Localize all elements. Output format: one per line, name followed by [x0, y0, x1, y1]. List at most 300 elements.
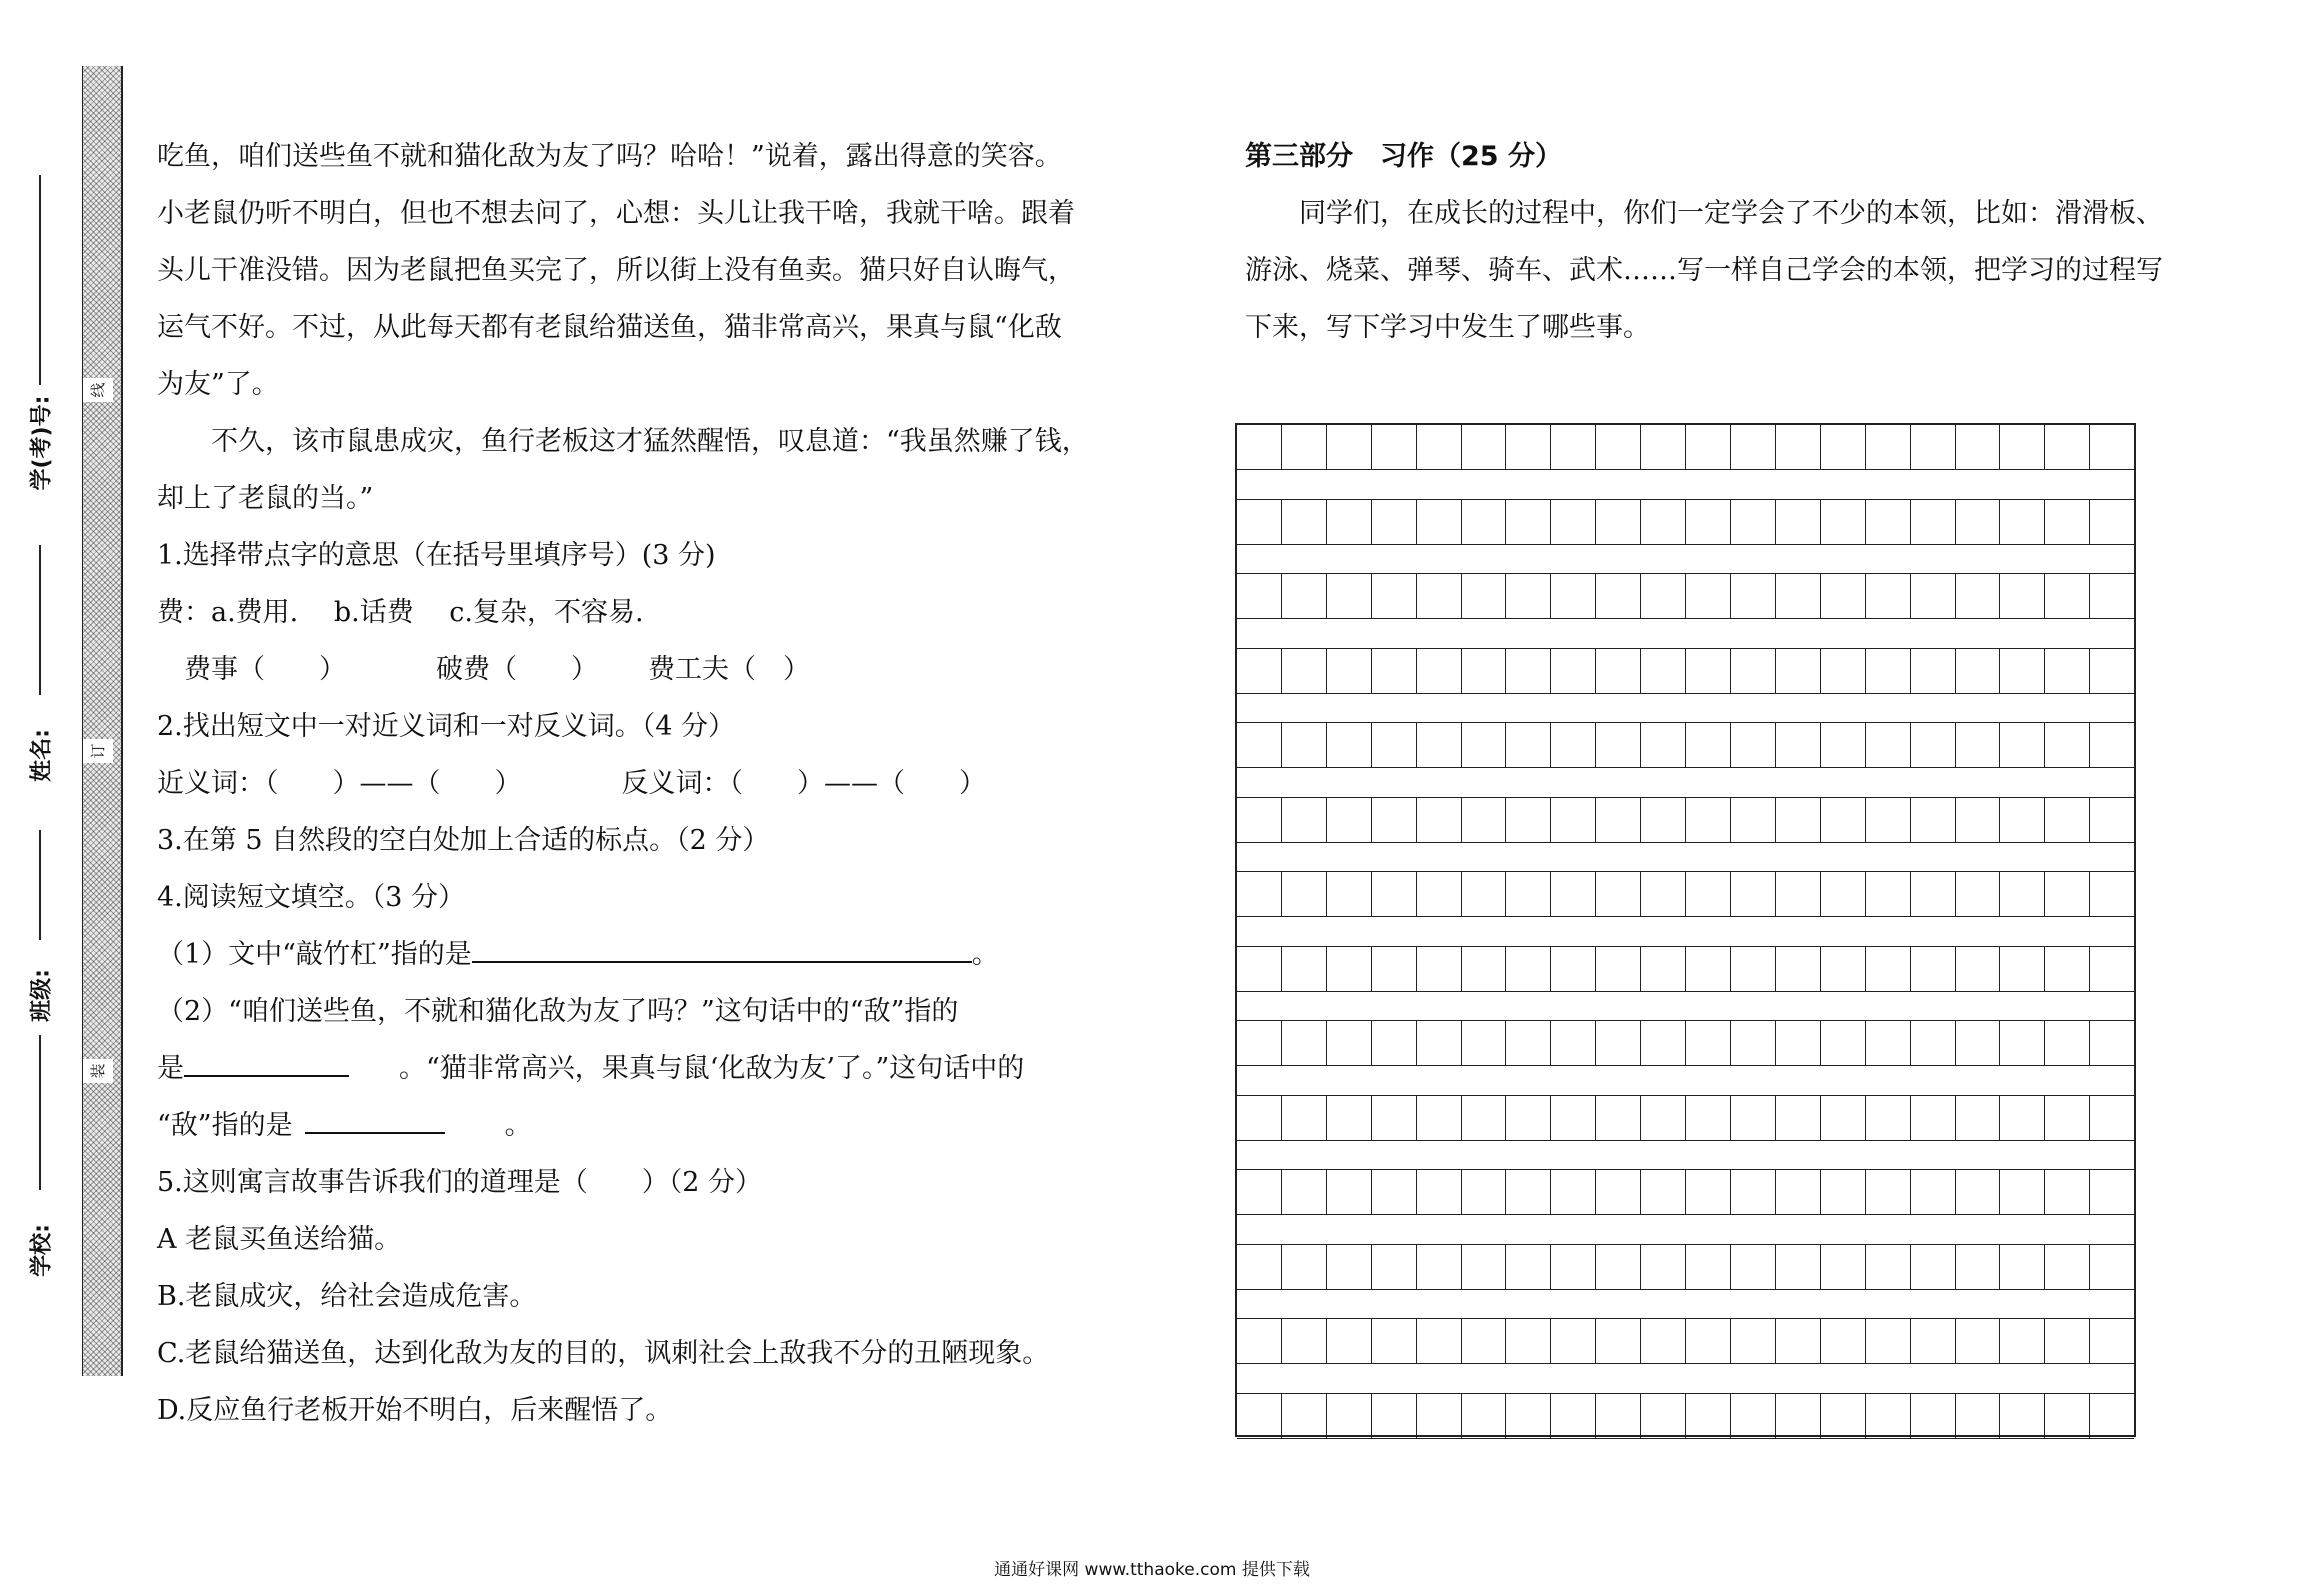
- grid-cell[interactable]: [1372, 499, 1417, 545]
- grid-cell[interactable]: [1282, 797, 1327, 843]
- grid-cell[interactable]: [1911, 573, 1956, 619]
- grid-cell[interactable]: [1551, 722, 1596, 768]
- grid-cell[interactable]: [1686, 648, 1731, 694]
- grid-cell[interactable]: [2000, 1020, 2045, 1066]
- grid-cell[interactable]: [1551, 1169, 1596, 1215]
- grid-cell[interactable]: [1506, 722, 1551, 768]
- grid-row: [1237, 1020, 2134, 1066]
- grid-cell[interactable]: [1551, 871, 1596, 917]
- grid-cell[interactable]: [1866, 1318, 1911, 1364]
- grid-cell[interactable]: [2045, 1020, 2090, 1066]
- grid-cell[interactable]: [1821, 797, 1866, 843]
- grid-cell[interactable]: [2090, 424, 2134, 470]
- grid-cell[interactable]: [1686, 1020, 1731, 1066]
- grid-cell[interactable]: [1327, 1318, 1372, 1364]
- grid-cell[interactable]: [1372, 1393, 1417, 1439]
- grid-cell[interactable]: [1551, 797, 1596, 843]
- grid-cell[interactable]: [1282, 722, 1327, 768]
- grid-cell[interactable]: [1731, 648, 1776, 694]
- grid-cell[interactable]: [1731, 797, 1776, 843]
- grid-cell[interactable]: [1417, 871, 1462, 917]
- grid-cell[interactable]: [1462, 1393, 1507, 1439]
- option-d[interactable]: D.反应鱼行老板开始不明白，后来醒悟了。: [157, 1395, 673, 1426]
- grid-cell[interactable]: [1372, 1318, 1417, 1364]
- grid-cell[interactable]: [1237, 1318, 1282, 1364]
- grid-cell[interactable]: [1731, 1169, 1776, 1215]
- grid-cell[interactable]: [1686, 946, 1731, 992]
- grid-cell[interactable]: [1282, 424, 1327, 470]
- grid-cell[interactable]: [1776, 1244, 1821, 1290]
- grid-cell[interactable]: [1462, 871, 1507, 917]
- grid-cell[interactable]: [1641, 1393, 1686, 1439]
- grid-cell[interactable]: [1282, 573, 1327, 619]
- student-id-field[interactable]: [10, 175, 70, 505]
- grid-cell[interactable]: [1551, 1095, 1596, 1141]
- grid-cell[interactable]: [1417, 1393, 1462, 1439]
- grid-cell[interactable]: [1866, 871, 1911, 917]
- grid-cell[interactable]: [1506, 648, 1551, 694]
- grid-cell[interactable]: [1866, 1095, 1911, 1141]
- grid-cell[interactable]: [1776, 1318, 1821, 1364]
- grid-cell[interactable]: [1866, 573, 1911, 619]
- option-b[interactable]: B.老鼠成灾，给社会造成危害。: [157, 1281, 537, 1312]
- grid-cell[interactable]: [1866, 722, 1911, 768]
- grid-cell[interactable]: [2000, 1169, 2045, 1215]
- grid-cell[interactable]: [1911, 424, 1956, 470]
- grid-cell[interactable]: [1551, 1393, 1596, 1439]
- grid-cell[interactable]: [1866, 1020, 1911, 1066]
- grid-cell[interactable]: [2045, 1318, 2090, 1364]
- grid-cell[interactable]: [2090, 871, 2134, 917]
- grid-cell[interactable]: [1911, 1095, 1956, 1141]
- grid-cell[interactable]: [1327, 1393, 1372, 1439]
- grid-cell[interactable]: [2090, 722, 2134, 768]
- grid-cell[interactable]: [1506, 499, 1551, 545]
- grid-cell[interactable]: [1731, 1244, 1776, 1290]
- grid-cell[interactable]: [1237, 1244, 1282, 1290]
- grid-cell[interactable]: [2045, 573, 2090, 619]
- grid-cell[interactable]: [1911, 1318, 1956, 1364]
- grid-cell[interactable]: [1596, 871, 1641, 917]
- grid-cell[interactable]: [1327, 946, 1372, 992]
- grid-cell[interactable]: [1417, 797, 1462, 843]
- grid-cell[interactable]: [1641, 499, 1686, 545]
- grid-cell[interactable]: [1237, 797, 1282, 843]
- grid-cell[interactable]: [1956, 946, 2001, 992]
- antonym-answer[interactable]: 反义词：（ ）——（ ）: [621, 768, 986, 799]
- grid-cell[interactable]: [1911, 797, 1956, 843]
- grid-cell[interactable]: [1417, 499, 1462, 545]
- grid-cell[interactable]: [2000, 573, 2045, 619]
- grid-cell[interactable]: [1866, 499, 1911, 545]
- grid-cell[interactable]: [1866, 1393, 1911, 1439]
- grid-cell[interactable]: [1821, 573, 1866, 619]
- grid-cell[interactable]: [1911, 1169, 1956, 1215]
- grid-cell[interactable]: [1327, 499, 1372, 545]
- grid-row: [1237, 1169, 2134, 1215]
- grid-cell[interactable]: [2000, 946, 2045, 992]
- grid-cell[interactable]: [1821, 424, 1866, 470]
- grid-cell[interactable]: [1237, 1020, 1282, 1066]
- grid-cell[interactable]: [1372, 797, 1417, 843]
- grid-cell[interactable]: [1596, 573, 1641, 619]
- grid-cell[interactable]: [1731, 573, 1776, 619]
- grid-cell[interactable]: [1776, 648, 1821, 694]
- grid-cell[interactable]: [1956, 1318, 2001, 1364]
- answer-item[interactable]: 费事（ ）: [184, 654, 346, 685]
- grid-cell[interactable]: [1282, 1318, 1327, 1364]
- grid-cell[interactable]: [1372, 1020, 1417, 1066]
- grid-cell[interactable]: [1237, 424, 1282, 470]
- answer-blank[interactable]: [472, 927, 972, 963]
- grid-cell[interactable]: [1282, 1020, 1327, 1066]
- grid-cell[interactable]: [1282, 648, 1327, 694]
- grid-cell[interactable]: [1821, 1095, 1866, 1141]
- grid-cell[interactable]: [1327, 871, 1372, 917]
- grid-cell[interactable]: [1866, 1244, 1911, 1290]
- grid-cell[interactable]: [1551, 499, 1596, 545]
- grid-cell[interactable]: [1641, 1169, 1686, 1215]
- grid-row: [1237, 1244, 2134, 1290]
- grid-cell[interactable]: [1462, 797, 1507, 843]
- grid-cell[interactable]: [1506, 1020, 1551, 1066]
- grid-cell[interactable]: [2000, 871, 2045, 917]
- grid-cell[interactable]: [1596, 1020, 1641, 1066]
- grid-cell[interactable]: [2045, 871, 2090, 917]
- grid-cell[interactable]: [1551, 1318, 1596, 1364]
- essay-writing-grid[interactable]: [1235, 423, 2136, 1437]
- grid-cell[interactable]: [1911, 946, 1956, 992]
- grid-cell[interactable]: [1417, 573, 1462, 619]
- grid-cell[interactable]: [1417, 424, 1462, 470]
- grid-cell[interactable]: [1641, 946, 1686, 992]
- grid-cell[interactable]: [1686, 1169, 1731, 1215]
- grid-cell[interactable]: [1776, 1095, 1821, 1141]
- grid-cell[interactable]: [1956, 1393, 2001, 1439]
- grid-cell[interactable]: [1641, 424, 1686, 470]
- answer-item[interactable]: 破费（ ）: [436, 654, 598, 685]
- grid-cell[interactable]: [1731, 871, 1776, 917]
- grid-cell[interactable]: [1641, 1020, 1686, 1066]
- student-school-field[interactable]: [10, 1035, 70, 1277]
- grid-cell[interactable]: [1821, 648, 1866, 694]
- grid-cell[interactable]: [1731, 946, 1776, 992]
- grid-cell[interactable]: [1327, 1169, 1372, 1215]
- grid-cell[interactable]: [1956, 722, 2001, 768]
- grid-cell[interactable]: [1821, 1393, 1866, 1439]
- grid-cell[interactable]: [1506, 1393, 1551, 1439]
- grid-cell[interactable]: [1686, 499, 1731, 545]
- grid-cell[interactable]: [1237, 871, 1282, 917]
- grid-cell[interactable]: [1596, 424, 1641, 470]
- option-c[interactable]: C.老鼠给猫送鱼，达到化敌为友的目的，讽刺社会上敌我不分的丑陋现象。: [157, 1338, 1050, 1369]
- grid-cell[interactable]: [2090, 648, 2134, 694]
- grid-cell[interactable]: [2090, 1244, 2134, 1290]
- grid-cell[interactable]: [2045, 946, 2090, 992]
- option-a[interactable]: A 老鼠买鱼送给猫。: [157, 1224, 402, 1255]
- grid-cell[interactable]: [1372, 722, 1417, 768]
- grid-cell[interactable]: [2090, 946, 2134, 992]
- grid-cell[interactable]: [1372, 573, 1417, 619]
- grid-cell[interactable]: [1282, 499, 1327, 545]
- grid-cell[interactable]: [1506, 1169, 1551, 1215]
- grid-cell[interactable]: [1686, 722, 1731, 768]
- grid-cell[interactable]: [1327, 648, 1372, 694]
- grid-cell[interactable]: [1956, 648, 2001, 694]
- student-class-field[interactable]: [10, 830, 70, 1030]
- grid-cell[interactable]: [1956, 1095, 2001, 1141]
- grid-cell[interactable]: [1731, 499, 1776, 545]
- grid-cell[interactable]: [1641, 573, 1686, 619]
- grid-cell[interactable]: [1956, 499, 2001, 545]
- grid-cell[interactable]: [1462, 1095, 1507, 1141]
- grid-cell[interactable]: [1417, 1244, 1462, 1290]
- grid-cell[interactable]: [1596, 1318, 1641, 1364]
- grid-cell[interactable]: [1641, 722, 1686, 768]
- grid-cell[interactable]: [1641, 1095, 1686, 1141]
- grid-cell[interactable]: [2000, 499, 2045, 545]
- grid-cell[interactable]: [1551, 946, 1596, 992]
- grid-cell[interactable]: [1237, 946, 1282, 992]
- grid-cell[interactable]: [1506, 1244, 1551, 1290]
- grid-cell[interactable]: [1462, 1244, 1507, 1290]
- grid-cell[interactable]: [1372, 946, 1417, 992]
- grid-cell[interactable]: [1596, 797, 1641, 843]
- grid-cell[interactable]: [1372, 871, 1417, 917]
- grid-cell[interactable]: [1596, 1393, 1641, 1439]
- grid-cell[interactable]: [2045, 1244, 2090, 1290]
- answer-blank[interactable]: [184, 1041, 349, 1077]
- grid-cell[interactable]: [1327, 1244, 1372, 1290]
- grid-cell[interactable]: [1776, 1020, 1821, 1066]
- grid-cell[interactable]: [1506, 871, 1551, 917]
- grid-cell[interactable]: [1956, 871, 2001, 917]
- grid-cell[interactable]: [1641, 1318, 1686, 1364]
- grid-cell[interactable]: [1417, 1169, 1462, 1215]
- grid-cell[interactable]: [1686, 424, 1731, 470]
- grid-cell[interactable]: [1327, 1020, 1372, 1066]
- grid-cell[interactable]: [1596, 499, 1641, 545]
- grid-cell[interactable]: [1551, 1020, 1596, 1066]
- grid-cell[interactable]: [1731, 1393, 1776, 1439]
- grid-cell[interactable]: [1462, 648, 1507, 694]
- grid-cell[interactable]: [1506, 573, 1551, 619]
- grid-cell[interactable]: [2000, 1318, 2045, 1364]
- grid-cell[interactable]: [2090, 1318, 2134, 1364]
- grid-cell[interactable]: [1551, 648, 1596, 694]
- grid-cell[interactable]: [2000, 648, 2045, 694]
- grid-cell[interactable]: [1821, 1169, 1866, 1215]
- grid-cell[interactable]: [1911, 722, 1956, 768]
- grid-cell[interactable]: [1686, 1095, 1731, 1141]
- grid-cell[interactable]: [1821, 1020, 1866, 1066]
- answer-item[interactable]: 费工夫（ ）: [648, 654, 810, 685]
- grid-cell[interactable]: [1686, 1318, 1731, 1364]
- grid-cell[interactable]: [2045, 424, 2090, 470]
- grid-cell[interactable]: [2090, 797, 2134, 843]
- grid-cell[interactable]: [1776, 722, 1821, 768]
- grid-cell[interactable]: [1956, 1020, 2001, 1066]
- grid-cell[interactable]: [2090, 1020, 2134, 1066]
- grid-cell[interactable]: [1956, 797, 2001, 843]
- grid-cell[interactable]: [1866, 424, 1911, 470]
- grid-cell[interactable]: [1641, 648, 1686, 694]
- grid-cell[interactable]: [1956, 573, 2001, 619]
- grid-cell[interactable]: [1462, 946, 1507, 992]
- grid-cell[interactable]: [1731, 1095, 1776, 1141]
- grid-cell[interactable]: [1956, 1244, 2001, 1290]
- grid-cell[interactable]: [1731, 722, 1776, 768]
- grid-cell[interactable]: [1506, 946, 1551, 992]
- grid-cell[interactable]: [1282, 1393, 1327, 1439]
- grid-cell[interactable]: [1237, 1393, 1282, 1439]
- grid-cell[interactable]: [2045, 648, 2090, 694]
- grid-cell[interactable]: [1776, 573, 1821, 619]
- grid-cell[interactable]: [1506, 424, 1551, 470]
- grid-cell[interactable]: [1596, 1095, 1641, 1141]
- grid-cell[interactable]: [1462, 1020, 1507, 1066]
- grid-cell[interactable]: [1686, 1393, 1731, 1439]
- grid-cell[interactable]: [1596, 1169, 1641, 1215]
- grid-cell[interactable]: [1821, 722, 1866, 768]
- grid-cell[interactable]: [2090, 1169, 2134, 1215]
- grid-cell[interactable]: [1462, 1169, 1507, 1215]
- grid-cell[interactable]: [1911, 1244, 1956, 1290]
- grid-cell[interactable]: [1731, 1020, 1776, 1066]
- grid-cell[interactable]: [1372, 1169, 1417, 1215]
- grid-cell[interactable]: [2045, 1393, 2090, 1439]
- grid-cell[interactable]: [1462, 573, 1507, 619]
- grid-cell[interactable]: [1327, 722, 1372, 768]
- grid-cell[interactable]: [1282, 946, 1327, 992]
- grid-cell[interactable]: [1776, 424, 1821, 470]
- grid-cell[interactable]: [2000, 1095, 2045, 1141]
- grid-cell[interactable]: [1866, 797, 1911, 843]
- grid-cell[interactable]: [1686, 797, 1731, 843]
- grid-cell[interactable]: [1776, 797, 1821, 843]
- grid-cell[interactable]: [1372, 1095, 1417, 1141]
- grid-cell[interactable]: [1237, 1169, 1282, 1215]
- grid-cell[interactable]: [1776, 499, 1821, 545]
- grid-cell[interactable]: [1327, 1095, 1372, 1141]
- grid-cell[interactable]: [2000, 722, 2045, 768]
- grid-cell[interactable]: [1417, 946, 1462, 992]
- grid-cell[interactable]: [1551, 1244, 1596, 1290]
- grid-cell[interactable]: [1237, 499, 1282, 545]
- grid-cell[interactable]: [1417, 1095, 1462, 1141]
- grid-cell[interactable]: [1506, 797, 1551, 843]
- grid-cell[interactable]: [1372, 1244, 1417, 1290]
- grid-cell[interactable]: [1462, 499, 1507, 545]
- grid-cell[interactable]: [1462, 722, 1507, 768]
- grid-cell[interactable]: [1866, 1169, 1911, 1215]
- grid-cell[interactable]: [1821, 946, 1866, 992]
- grid-cell[interactable]: [1237, 648, 1282, 694]
- grid-cell[interactable]: [1282, 1244, 1327, 1290]
- grid-cell[interactable]: [1731, 424, 1776, 470]
- grid-cell[interactable]: [1641, 1244, 1686, 1290]
- grid-cell[interactable]: [2000, 1393, 2045, 1439]
- grid-cell[interactable]: [1417, 1020, 1462, 1066]
- grid-cell[interactable]: [1506, 1318, 1551, 1364]
- grid-cell[interactable]: [2090, 573, 2134, 619]
- grid-cell[interactable]: [1596, 648, 1641, 694]
- synonym-answer[interactable]: 近义词：（ ）——（ ）: [157, 768, 522, 799]
- grid-cell[interactable]: [2090, 1095, 2134, 1141]
- grid-cell[interactable]: [1282, 871, 1327, 917]
- grid-cell[interactable]: [1641, 797, 1686, 843]
- student-name-field[interactable]: [10, 545, 70, 785]
- grid-cell[interactable]: [1372, 424, 1417, 470]
- grid-cell[interactable]: [2090, 1393, 2134, 1439]
- grid-cell[interactable]: [1417, 1318, 1462, 1364]
- grid-cell[interactable]: [2090, 499, 2134, 545]
- grid-cell[interactable]: [2045, 499, 2090, 545]
- grid-cell[interactable]: [1686, 1244, 1731, 1290]
- grid-cell[interactable]: [1551, 424, 1596, 470]
- grid-cell[interactable]: [1417, 648, 1462, 694]
- grid-cell[interactable]: [1551, 573, 1596, 619]
- grid-cell[interactable]: [1821, 499, 1866, 545]
- grid-cell[interactable]: [1821, 871, 1866, 917]
- grid-cell[interactable]: [1462, 424, 1507, 470]
- grid-cell[interactable]: [2000, 797, 2045, 843]
- answer-blank[interactable]: [305, 1098, 445, 1134]
- grid-cell[interactable]: [1327, 797, 1372, 843]
- grid-cell[interactable]: [1372, 648, 1417, 694]
- grid-cell[interactable]: [1911, 871, 1956, 917]
- grid-cell[interactable]: [1911, 499, 1956, 545]
- grid-cell[interactable]: [1237, 1095, 1282, 1141]
- grid-cell[interactable]: [1821, 1318, 1866, 1364]
- grid-cell[interactable]: [1237, 722, 1282, 768]
- grid-cell[interactable]: [1911, 648, 1956, 694]
- grid-cell[interactable]: [1866, 946, 1911, 992]
- grid-cell[interactable]: [2045, 1169, 2090, 1215]
- grid-cell[interactable]: [1686, 871, 1731, 917]
- grid-cell[interactable]: [1956, 1169, 2001, 1215]
- grid-cell[interactable]: [1911, 1393, 1956, 1439]
- grid-cell[interactable]: [1776, 946, 1821, 992]
- grid-cell[interactable]: [1731, 1318, 1776, 1364]
- grid-cell[interactable]: [1686, 573, 1731, 619]
- grid-cell[interactable]: [2045, 797, 2090, 843]
- grid-cell[interactable]: [1282, 1095, 1327, 1141]
- grid-cell[interactable]: [1776, 871, 1821, 917]
- grid-cell[interactable]: [1462, 1318, 1507, 1364]
- grid-cell[interactable]: [1641, 871, 1686, 917]
- grid-cell[interactable]: [1776, 1393, 1821, 1439]
- grid-cell[interactable]: [1282, 1169, 1327, 1215]
- grid-cell[interactable]: [1596, 946, 1641, 992]
- grid-cell[interactable]: [2000, 1244, 2045, 1290]
- grid-cell[interactable]: [1237, 573, 1282, 619]
- grid-cell[interactable]: [1327, 424, 1372, 470]
- grid-cell[interactable]: [1327, 573, 1372, 619]
- grid-cell[interactable]: [1596, 722, 1641, 768]
- grid-cell[interactable]: [1506, 1095, 1551, 1141]
- grid-cell[interactable]: [2000, 424, 2045, 470]
- grid-cell[interactable]: [1956, 424, 2001, 470]
- grid-cell[interactable]: [1866, 648, 1911, 694]
- grid-cell[interactable]: [1911, 1020, 1956, 1066]
- grid-cell[interactable]: [1776, 1169, 1821, 1215]
- grid-cell[interactable]: [2045, 722, 2090, 768]
- grid-cell[interactable]: [2045, 1095, 2090, 1141]
- grid-cell[interactable]: [1821, 1244, 1866, 1290]
- grid-cell[interactable]: [1417, 722, 1462, 768]
- grid-cell[interactable]: [1596, 1244, 1641, 1290]
